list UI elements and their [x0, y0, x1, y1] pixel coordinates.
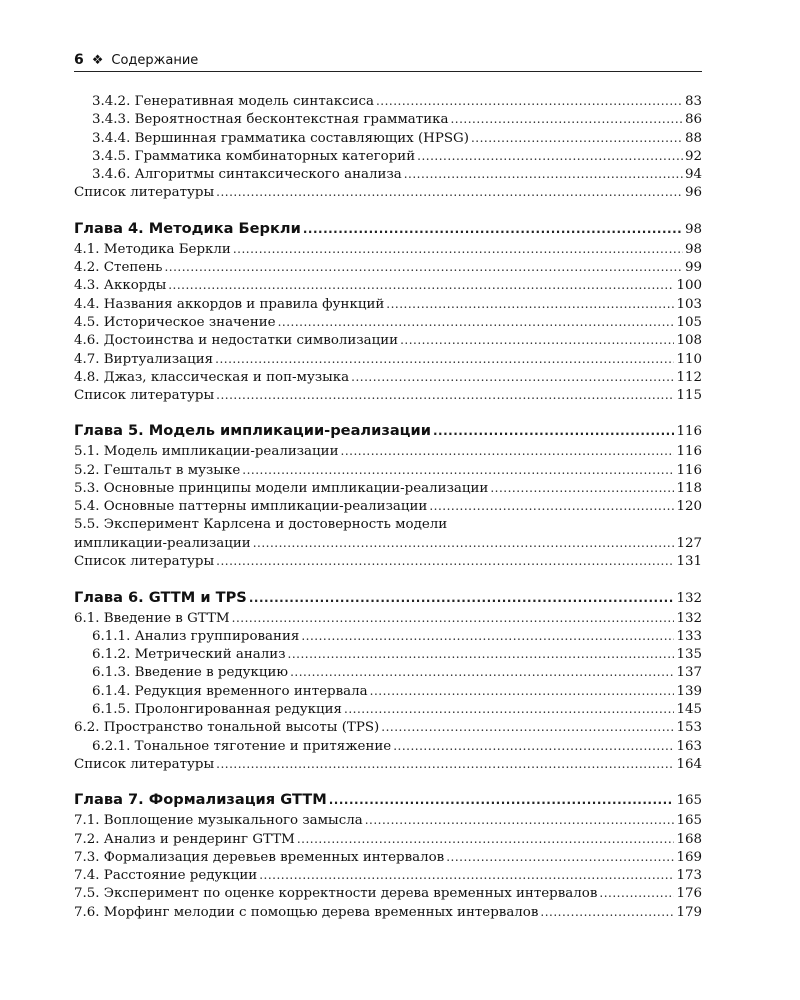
toc-entry[interactable]: 6.2. Пространство тональной высоты (TPS) ..... 153	[74, 718, 702, 736]
toc-entry[interactable]: 4.5. Историческое значение ..... 105	[74, 313, 702, 331]
toc-entry[interactable]: 4.7. Виртуализация ..... 110	[74, 350, 702, 368]
toc-entry[interactable]: 6.1.4. Редукция временного интервала ..... 139	[74, 682, 702, 700]
chapter-5-heading[interactable]: Глава 5. Модель импликации-реализации ..... 116	[74, 420, 702, 442]
toc-entry[interactable]: 7.1. Воплощение музыкального замысла ..... 165	[74, 811, 702, 829]
toc-entry[interactable]: 5.4. Основные паттерны импликации-реализации ..... 120	[74, 497, 702, 515]
toc-entry[interactable]: 3.4.2. Генеративная модель синтаксиса ..... 83	[74, 92, 702, 110]
running-title: Содержание	[111, 52, 199, 68]
toc-entry[interactable]: 5.2. Гештальт в музыке ..... 116	[74, 461, 702, 479]
toc-entry[interactable]: 5.1. Модель импликации-реализации ..... 116	[74, 442, 702, 460]
toc-entry[interactable]: 4.6. Достоинства и недостатки символизации ..... 108	[74, 331, 702, 349]
toc-entry[interactable]: 6.1.3. Введение в редукцию ..... 137	[74, 663, 702, 681]
toc-entry[interactable]: 7.5. Эксперимент по оценке корректности дерева временных интервалов ..... 176	[74, 884, 702, 902]
ornament-icon: ❖	[91, 52, 104, 68]
toc-entry[interactable]: 7.6. Морфинг мелодии с помощью дерева временных интервалов ..... 179	[74, 903, 702, 921]
toc-entry[interactable]: 4.4. Названия аккордов и правила функций ..... 103	[74, 295, 702, 313]
toc-entry[interactable]: 3.4.3. Вероятностная бесконтекстная грамматика ..... 86	[74, 110, 702, 128]
chapter-7-heading[interactable]: Глава 7. Формализация GTTM ..... 165	[74, 789, 702, 811]
toc-entry[interactable]: 4.3. Аккорды ..... 100	[74, 276, 702, 294]
toc-entry[interactable]: 3.4.4. Вершинная грамматика составляющих (HPSG) ..... 88	[74, 129, 702, 147]
toc-entry-multiline-first[interactable]: 5.5. Эксперимент Карлсена и достоверность модели	[74, 516, 448, 532]
header-rule	[74, 71, 702, 72]
toc-entry[interactable]: 7.4. Расстояние редукции ..... 173	[74, 866, 702, 884]
toc-entry[interactable]: 4.1. Методика Беркли ..... 98	[74, 240, 702, 258]
toc-entry-references[interactable]: Список литературы ..... 96	[74, 183, 702, 201]
toc-entry[interactable]: 6.1.1. Анализ группирования ..... 133	[74, 627, 702, 645]
toc-entry-references[interactable]: Список литературы ..... 131	[74, 552, 702, 570]
page-number: 6	[74, 52, 84, 68]
chapter-4-heading[interactable]: Глава 4. Методика Беркли ..... 98	[74, 218, 702, 240]
toc-entry[interactable]: 6.1.5. Пролонгированная редукция ..... 145	[74, 700, 702, 718]
toc-entry-references[interactable]: Список литературы ..... 115	[74, 386, 702, 404]
toc-entry[interactable]: 4.8. Джаз, классическая и поп-музыка ..... 112	[74, 368, 702, 386]
toc-entry[interactable]: 7.2. Анализ и рендеринг GTTM ..... 168	[74, 830, 702, 848]
toc-entry[interactable]: 6.1.2. Метрический анализ ..... 135	[74, 645, 702, 663]
toc-entry-references[interactable]: Список литературы ..... 164	[74, 755, 702, 773]
toc-entry[interactable]: 3.4.6. Алгоритмы синтаксического анализа ..... 94	[74, 165, 702, 183]
toc-entry[interactable]: 4.2. Степень ..... 99	[74, 258, 702, 276]
toc-entry-multiline-second[interactable]: импликации-реализации ..... 127	[74, 534, 702, 552]
chapter-6-heading[interactable]: Глава 6. GTTM и TPS ..... 132	[74, 587, 702, 609]
toc-entry[interactable]: 6.2.1. Тональное тяготение и притяжение ..... 163	[74, 737, 702, 755]
toc-entry[interactable]: 5.3. Основные принципы модели импликации-реализации ..... 118	[74, 479, 702, 497]
running-header	[74, 50, 702, 70]
toc-entry[interactable]: 7.3. Формализация деревьев временных интервалов ..... 169	[74, 848, 702, 866]
toc-entry[interactable]: 3.4.5. Грамматика комбинаторных категорий ..... 92	[74, 147, 702, 165]
toc-entry[interactable]: 6.1. Введение в GTTM ..... 132	[74, 609, 702, 627]
table-of-contents	[74, 92, 702, 921]
